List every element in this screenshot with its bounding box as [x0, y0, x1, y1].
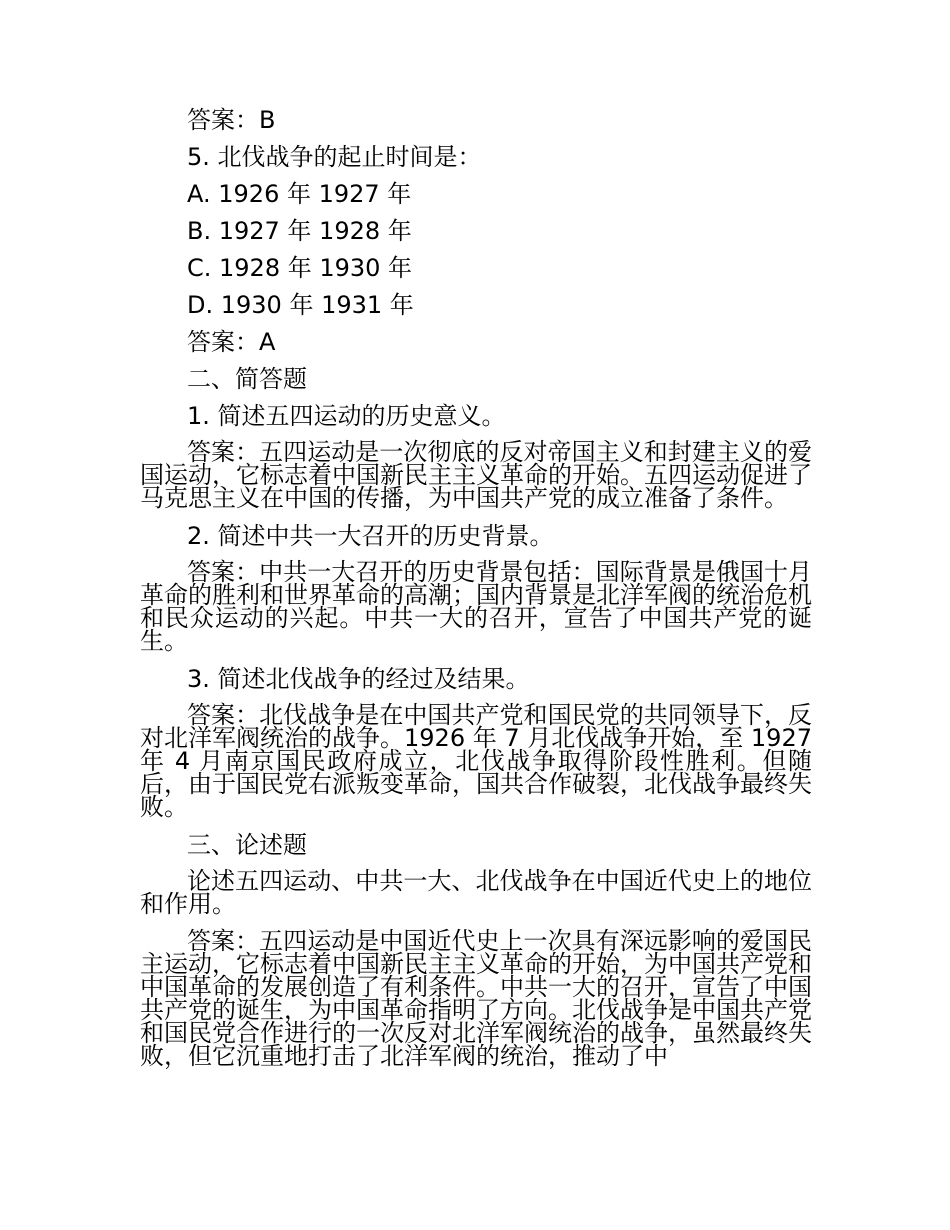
- short-answer-1: 答案：五四运动是一次彻底的反对帝国主义和封建主义的爱国运动，它标志着中国新民主主义革命的开始。五四运动促进了马克思主义在中国的传播，为中国共产党的成立准备了条件。: [140, 438, 812, 512]
- document-page: [140, 102, 812, 1076]
- short-question-2: 2. 简述中共一大召开的历史背景。: [187, 522, 554, 550]
- q5-option-d: D. 1930 年 1931 年: [187, 291, 414, 319]
- q5-answer: 答案：A: [187, 328, 276, 356]
- q5-option-b: B. 1927 年 1928 年: [187, 217, 412, 245]
- essay-question: 论述五四运动、中共一大、北伐战争在中国近代史上的地位和作用。: [140, 867, 812, 918]
- q4-answer: 答案：B: [187, 106, 276, 134]
- section-2-title: 二、简答题: [187, 365, 307, 393]
- short-question-3: 3. 简述北伐战争的经过及结果。: [187, 665, 530, 693]
- section-3-title: 三、论述题: [187, 831, 307, 859]
- short-question-1: 1. 简述五四运动的历史意义。: [187, 402, 506, 430]
- essay-answer: 答案：五四运动是中国近代史上一次具有深远影响的爱国民主运动，它标志着中国新民主主义革命的开始，为中国共产党和中国革命的发展创造了有利条件。中共一大的召开，宣告了中国共产党的诞生，为中国革命指明了方向。北伐战争是中国共产党和国民党合作进行的一次反对北洋军阀统治的战争，虽然最终失败，但它沉重地打击了北洋军阀的统治，推动了中: [140, 927, 812, 1070]
- q5-option-a: A. 1926 年 1927 年: [187, 180, 412, 208]
- q5-option-c: C. 1928 年 1930 年: [187, 254, 413, 282]
- short-answer-3: 答案：北伐战争是在中国共产党和国民党的共同领导下，反对北洋军阀统治的战争。1926 年 7 月北伐战争开始，至 1927 年 4 月南京国民政府成立，北伐战争取得阶段性胜利。但随后，由于国民党右派叛变革命，国共合作破裂，北伐战争最终失败。: [140, 701, 812, 821]
- short-answer-2: 答案：中共一大召开的历史背景包括：国际背景是俄国十月革命的胜利和世界革命的高潮；国内背景是北洋军阀的统治危机和民众运动的兴起。中共一大的召开，宣告了中国共产党的诞生。: [140, 558, 812, 655]
- q5-question: 5. 北伐战争的起止时间是：: [187, 143, 482, 171]
